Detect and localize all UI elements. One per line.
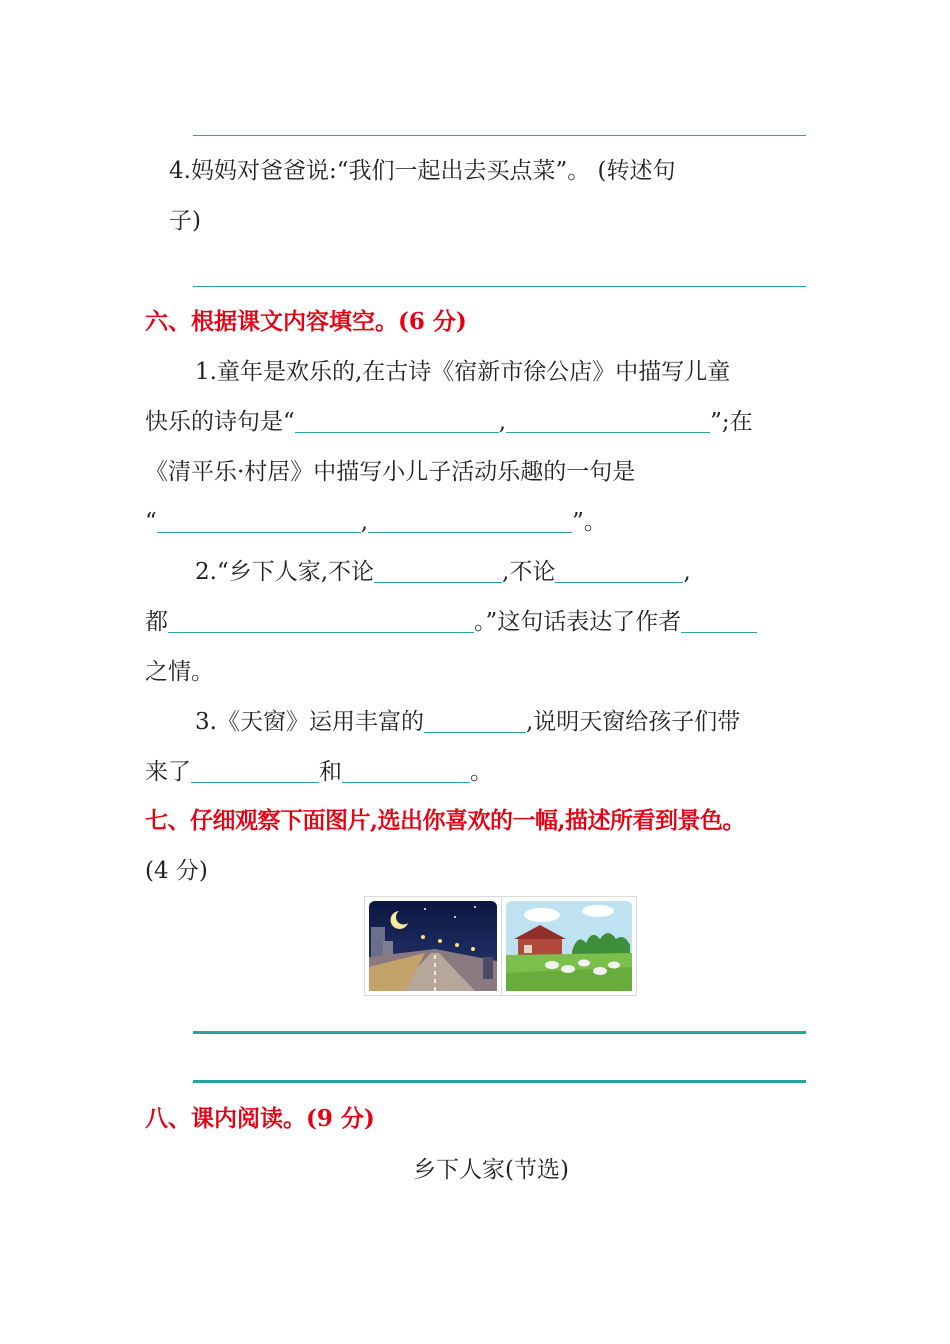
question-text: 都 [145,609,168,635]
question-text: , [683,559,691,585]
fill-blank[interactable] [157,508,361,533]
section-heading: 七、仔细观察下面图片,选出你喜欢的一幅,描述所看到景色。 [145,807,746,834]
fill-blank-row [195,703,740,736]
fill-blank[interactable] [374,558,502,583]
passage-title: 乡下人家(节选) [413,1157,569,1183]
answer-line[interactable] [193,286,806,287]
question-text: 1.童年是欢乐的,在古诗《宿新市徐公店》中描写儿童 [195,359,731,385]
question-text: 。”这句话表达了作者 [474,609,682,635]
question-text: 《清平乐·村居》中描写小儿子活动乐趣的一句是 [145,459,636,485]
answer-line[interactable] [193,1031,806,1034]
answer-line[interactable] [193,1080,806,1083]
question-text: ”;在 [710,409,753,435]
fill-blank[interactable] [681,608,757,633]
countryside-illustration [502,897,636,995]
question-text: 3.《天窗》运用丰富的 [195,709,424,735]
question-text: 4.妈妈对爸爸说:“我们一起出去买点菜”。 (转述句 [169,158,676,184]
fill-blank[interactable] [368,508,572,533]
question-text: ”。 [572,509,607,535]
question-text: ,说明天窗给孩子们带 [525,709,741,735]
question-text: 。 [470,759,493,785]
question-text: 来了 [145,759,191,785]
section-heading: 六、根据课文内容填空。(6 分) [145,308,467,335]
countryside-picture[interactable] [501,896,637,996]
fill-blank-row [145,403,753,436]
fill-blank[interactable] [295,408,499,433]
question-text: 子) [169,208,201,234]
fill-blank[interactable] [168,608,474,633]
answer-line[interactable] [193,135,806,136]
section-points: (4 分) [145,858,208,884]
question-text: 2.“乡下人家,不论 [195,559,375,585]
question-text: ,不论 [502,559,556,585]
night-street-illustration [365,897,501,995]
fill-blank[interactable] [555,558,683,583]
fill-blank-row [195,553,691,586]
question-text: 快乐的诗句是“ [145,409,295,435]
question-text: , [360,509,369,535]
question-text: , [498,409,507,435]
night-street-picture[interactable] [364,896,502,996]
fill-blank-row [145,753,493,786]
fill-blank[interactable] [342,758,470,783]
fill-blank[interactable] [424,708,526,733]
question-text: 之情。 [145,659,214,685]
fill-blank[interactable] [191,758,319,783]
section-heading: 八、课内阅读。(9 分) [145,1105,375,1132]
question-text: “ [145,509,157,535]
fill-blank-row [145,503,607,536]
question-text: 和 [319,759,342,785]
fill-blank-row [145,603,757,636]
fill-blank[interactable] [506,408,710,433]
